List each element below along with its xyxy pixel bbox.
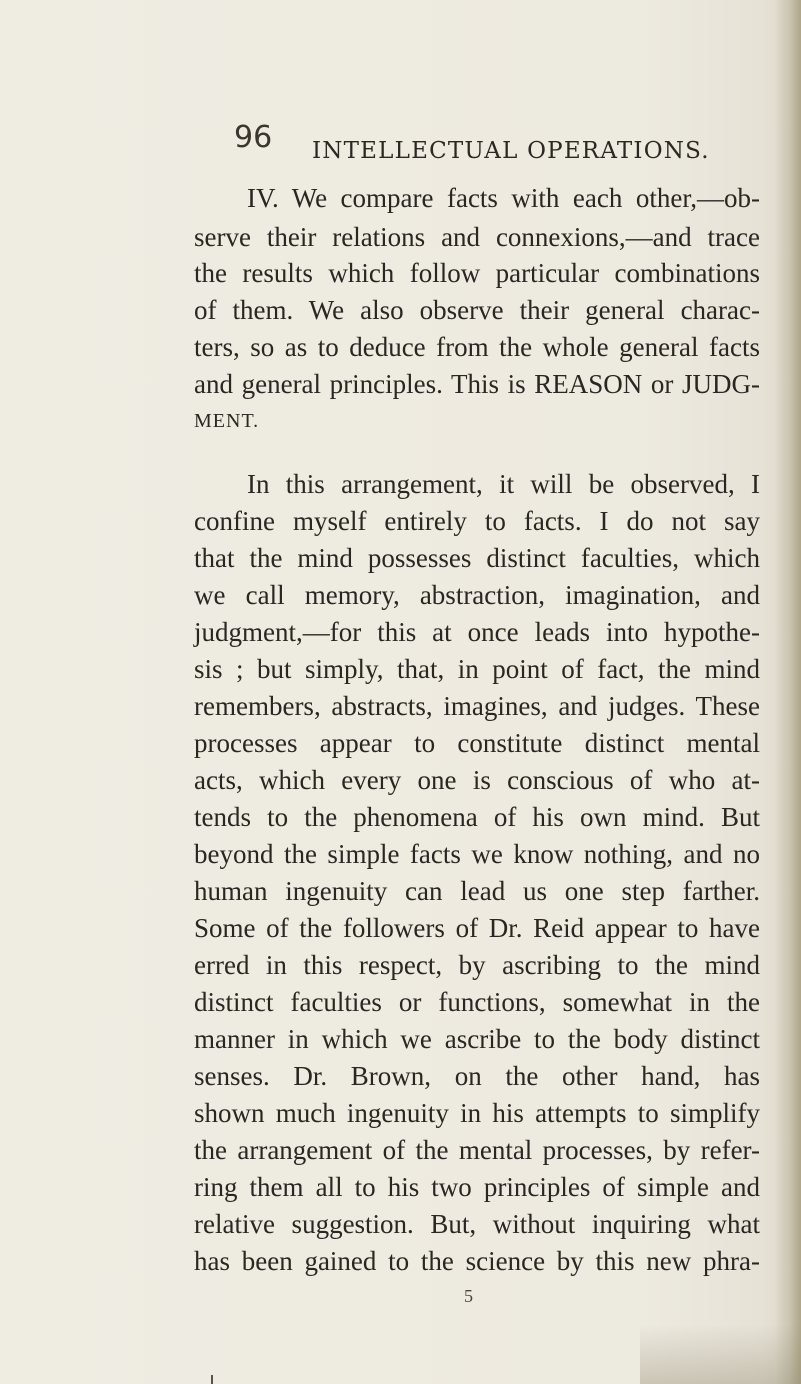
text-line: of them. We also observe their general charac- xyxy=(194,295,760,325)
text-line: senses. Dr. Brown, on the other hand, has xyxy=(194,1061,760,1091)
text-line: we call memory, abstraction, imagination, and xyxy=(194,580,760,610)
page-number: 96 xyxy=(234,120,273,155)
text-line: In this arrangement, it will be observed, I xyxy=(247,469,760,499)
text-line: that the mind possesses distinct faculties, which xyxy=(194,543,760,573)
text-line: sis ; but simply, that, in point of fact, the mind xyxy=(194,654,760,684)
page-edge-shadow xyxy=(775,0,801,1384)
page-corner-shadow xyxy=(640,1324,801,1384)
text-line: remembers, abstracts, imagines, and judges. These xyxy=(194,691,760,721)
text-line: and general principles. This is REASON or JUDG- xyxy=(194,369,760,399)
text-line: IV. We compare facts with each other,—ob- xyxy=(247,183,760,213)
text-line: has been gained to the science by this new phra- xyxy=(194,1246,760,1276)
text-line: confine myself entirely to facts. I do not say xyxy=(194,506,760,536)
text-line: serve their relations and connexions,—and trace xyxy=(194,222,760,252)
text-line: the results which follow particular combinations xyxy=(194,258,760,288)
text-line: processes appear to constitute distinct mental xyxy=(194,728,760,758)
text-line: the arrangement of the mental processes, by refer- xyxy=(194,1135,760,1165)
text-line: acts, which every one is conscious of who at- xyxy=(194,765,760,795)
text-line: MENT. xyxy=(194,410,260,432)
signature-mark: 5 xyxy=(464,1286,473,1306)
text-line: beyond the simple facts we know nothing, and no xyxy=(194,839,760,869)
text-line: human ingenuity can lead us one step farther. xyxy=(194,876,760,906)
running-title: INTELLECTUAL OPERATIONS. xyxy=(312,138,710,164)
text-line: erred in this respect, by ascribing to the mind xyxy=(194,950,760,980)
text-line: relative suggestion. But, without inquiring what xyxy=(194,1209,760,1239)
text-line: Some of the followers of Dr. Reid appear to have xyxy=(194,913,760,943)
text-line: judgment,—for this at once leads into hypothe- xyxy=(194,617,760,647)
text-line: manner in which we ascribe to the body distinct xyxy=(194,1024,760,1054)
text-line: distinct faculties or functions, somewhat in the xyxy=(194,987,760,1017)
text-line: tends to the phenomena of his own mind. But xyxy=(194,802,760,832)
text-line: shown much ingenuity in his attempts to simplify xyxy=(194,1098,760,1128)
text-line: ters, so as to deduce from the whole general facts xyxy=(194,332,760,362)
margin-mark xyxy=(211,1375,213,1384)
text-line: ring them all to his two principles of simple and xyxy=(194,1172,760,1202)
